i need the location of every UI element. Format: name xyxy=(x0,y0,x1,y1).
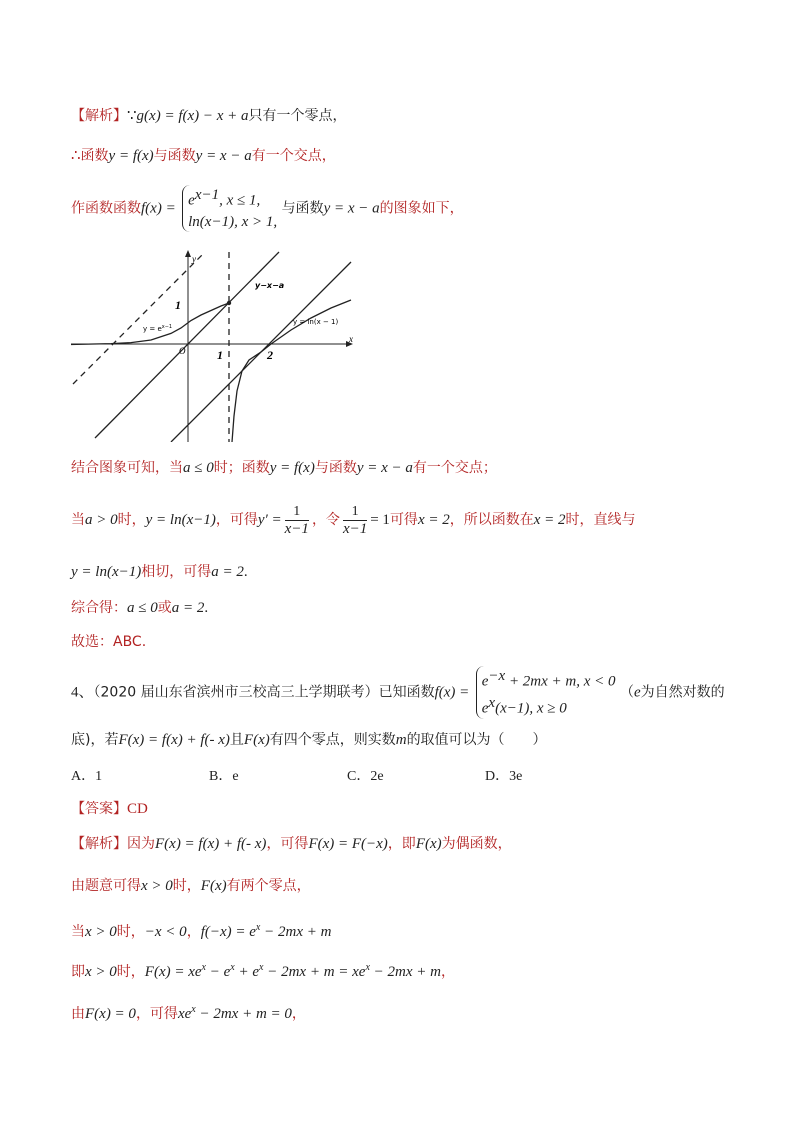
tick-label-x-2: 2 xyxy=(267,348,273,362)
piecewise-definition-q4: $e^{-x} + 2mx + m$, x < 0 $e^x(x-1)$, x ≥ 0 xyxy=(476,666,616,719)
solution-line-4: 即x > 0时，$F(x) = xe^x - e^x + e^x - 2mx + m = xe^x - 2mx + m$， xyxy=(71,962,455,980)
exp-curve-label: $y = e^{x-1}$ xyxy=(143,324,173,333)
analysis-line-7: 综合得：a ≤ 0或a = 2. xyxy=(71,600,209,616)
analysis-tag: 【解析】 xyxy=(71,108,127,124)
dashed-line-parallel xyxy=(73,252,205,384)
piecewise-definition: $e^{x-1}$, x ≤ 1, ln(x−1), x > 1, xyxy=(182,185,277,232)
x-axis-label: x xyxy=(349,334,353,344)
option-d: D．3e xyxy=(485,769,523,784)
analysis-line-2: ∴函数y = f(x)与函数y = x − a有一个交点， xyxy=(71,148,336,164)
solution-line-5: 由F(x) = 0，可得$xe^x - 2mx + m = 0$， xyxy=(71,1004,306,1022)
question-4-options xyxy=(71,766,623,787)
function-graph xyxy=(71,246,361,442)
option-b: B．e xyxy=(209,769,239,784)
analysis-line-6: y = ln(x−1)相切，可得a = 2. xyxy=(71,564,248,580)
analysis-choice: 故选：ABC. xyxy=(71,634,147,650)
fraction: $\frac{1}{x-1}$ xyxy=(342,503,368,537)
question-4-line-1: 4、（2020 届山东省滨州市三校高三上学期联考）已知函数f(x) = $e^{-x} + 2mx + m$, x < 0 $e^x(x-1)$, x ≥ 0 （e为自然对数的 xyxy=(71,666,725,719)
exp-curve xyxy=(71,303,229,345)
answer-line: 【答案】CD xyxy=(71,801,148,817)
tick-label-x-1: 1 xyxy=(217,348,223,362)
analysis-line-1: 【解析】∵g(x) = f(x) − x + a只有一个零点， xyxy=(71,108,347,124)
analysis-line-3: 作函数函数f(x) = $e^{x-1}$, x ≤ 1, ln(x−1), x > 1, 与函数y = x − a的图象如下， xyxy=(71,187,464,230)
option-a: A．1 xyxy=(71,769,103,784)
line-label: y−x−a xyxy=(255,281,285,290)
point-1-1 xyxy=(227,301,231,305)
y-axis-arrow xyxy=(185,250,191,257)
tick-label-y-1: 1 xyxy=(175,298,181,312)
question-4-line-2: 底)，若F(x) = f(x) + f(- x)且F(x)有四个零点，则实数m的取值可以为（ ） xyxy=(71,732,547,748)
y-axis-label: y xyxy=(192,254,196,264)
solution-line-3: 当x > 0时，−x < 0，$f(-x) = e^x - 2mx + m$ xyxy=(71,922,332,940)
option-c: C．2e xyxy=(347,769,384,784)
ln-curve-label: y = ln(x − 1) xyxy=(293,318,339,326)
fraction: $\frac{1}{x-1}$ xyxy=(284,503,309,537)
math-expr: g(x) = f(x) − x + a xyxy=(136,108,249,124)
analysis-line-5: 当a > 0时，y = ln(x−1)，可得y′ = $\frac{1}{x-1}$ ，令 $\frac{1}{x-1}$ = 1可得x = 2，所以函数在x = 2时，直线与 xyxy=(71,503,636,537)
solution-line-1: 【解析】因为F(x) = f(x) + f(- x)，可得F(x) = F(−x)，即F(x)为偶函数， xyxy=(71,836,512,852)
analysis-line-4: 结合图象可知，当a ≤ 0时；函数y = f(x)与函数y = x − a有一个交点； xyxy=(71,460,497,476)
solution-line-2: 由题意可得x > 0时，F(x)有两个零点， xyxy=(71,878,311,894)
line-through-point-1-1 xyxy=(95,252,279,438)
origin-label: O xyxy=(179,346,186,356)
